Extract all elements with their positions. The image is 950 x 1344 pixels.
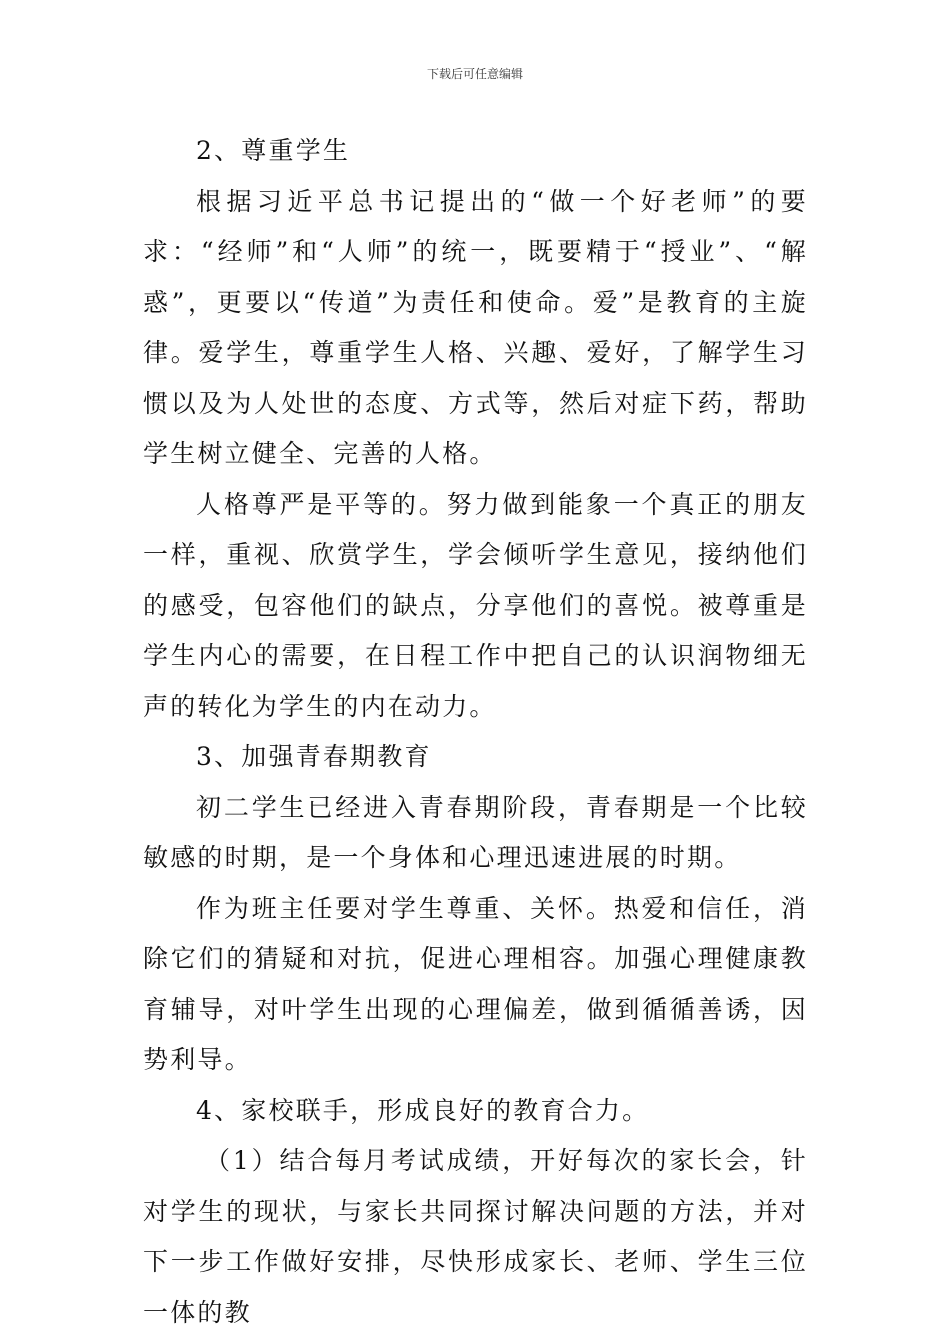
paragraph-adolescence-stage: 初二学生已经进入青春期阶段，青春期是一个比较敏感的时期，是一个身体和心理迅速进展的时期。 — [143, 792, 808, 872]
section-heading-home-school: 4、家校联手，形成良好的教育合力。 — [196, 1095, 650, 1125]
paragraph-personal-dignity: 人格尊严是平等的。努力做到能象一个真正的朋友一样，重视、欣赏学生，学会倾听学生意见，接纳他们的感受，包容他们的缺点，分享他们的喜悦。被尊重是学生内心的需要，在日程工作中把自己的认识润物细无声的转化为学生的内在动力。 — [143, 489, 808, 721]
section-heading-respect-students: 2、尊重学生 — [196, 136, 351, 165]
section-heading-adolescence-education: 3、加强青春期教育 — [196, 742, 432, 771]
page-header-note: 下载后可任意编辑 — [426, 67, 523, 81]
paragraph-good-teacher: 根据习近平总书记提出的“做一个好老师”的要求：“经师”和“人师”的统一，既要精于“授业”、“解惑”，更要以“传道”为责任和使命。爱”是教育的主旋律。爱学生，尊重学生人格、兴趣、爱好，了解学生习惯以及为人处世的态度、方式等，然后对症下药，帮助学生树立健全、完善的人格。 — [143, 186, 808, 468]
paragraph-head-teacher-care: 作为班主任要对学生尊重、关怀。热爱和信任，消除它们的猜疑和对抗，促进心理相容。加强心理健康教育辅导，对叶学生出现的心理偏差，做到循循善诱，因势利导。 — [143, 893, 808, 1074]
document-body — [143, 126, 808, 1338]
paragraph-parent-meetings: （1）结合每月考试成绩，开好每次的家长会，针对学生的现状，与家长共同探讨解决问题的方法，并对下一步工作做好安排，尽快形成家长、老师、学生三位一体的教 — [143, 1146, 808, 1327]
